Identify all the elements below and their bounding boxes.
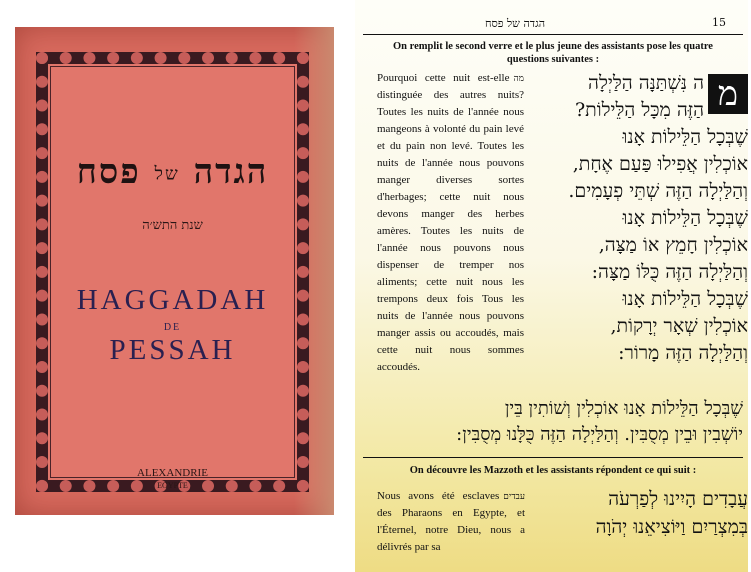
cover-country: EGYPTE (157, 481, 188, 490)
book-cover-photo (15, 27, 334, 515)
hebrew-line: הַזֶּה מִכָּל הַלֵּילוֹת? (575, 99, 704, 121)
cover-hebrew-year: שנת התש׳ה (142, 218, 203, 233)
hebrew-line: שֶׁבְּכָל הַלֵּילוֹת אָנוּ (622, 288, 748, 310)
cover-hebrew-title-word2: של (154, 163, 180, 185)
french-translation (377, 70, 524, 376)
cover-place: ALEXANDRIE (137, 467, 208, 479)
french-translation-2 (377, 488, 525, 556)
hebrew-line: שֶׁבְּכָל הַלֵּילוֹת אָנוּ (622, 126, 748, 148)
cover-floral-frame (36, 52, 309, 492)
section-divider (363, 457, 743, 458)
hebrew-line: אוֹכְלִין חָמֵץ אוֹ מַצָּה, (598, 234, 748, 256)
hebrew-wide-line: יוֹשְׁבִין וּבֵין מְסֻבִּין. וְהַלַּיְלָה הַזֶּה כֻּלָּנוּ מְסֻבִּין: (456, 424, 743, 445)
hebrew-line: ה נִּשְׁתַּנָּה הַלַּיְלָה (588, 72, 704, 94)
hebrew-line: שֶׁבְּכָל הַלֵּילוֹת אָנוּ (622, 207, 748, 229)
hebrew-line: אוֹכְלִין שְׁאָר יְרָקוֹת, (610, 315, 748, 337)
hebrew-column-2 (528, 485, 748, 541)
hebrew-line: אוֹכְלִין אֲפִילוּ פַּעַם אֶחָת, (572, 153, 748, 175)
cover-title-line2: PESSAH (109, 334, 236, 366)
cover-hebrew-title (48, 152, 297, 192)
hebrew-line: עֲבָדִים הָיִינוּ לְפַרְעֹה (608, 488, 748, 510)
hebrew-cue-label: מה (513, 73, 524, 83)
instruction-text: On remplit le second verre et le plus jeune des assistants pose les quatre questions suivantes : (393, 41, 713, 65)
french-paragraph: Pourquoi cette nuit est-elle distinguée des autres nuits? Toutes les nuits de l'année nous mangeons à volonté du pain levé et du pain non levé. Toutes les nuits de l'année nous pouvons manger diverses sortes d'herbages; cette nuit nous devons manger des herbes amères. Toutes les nuits de l'année nous pouvons nous dispenser de tremper nos aliments; cette nuit nous les trempons deux fois Tous les nuits de l'année nous pouvons manger assis ou accoudés, mais cette nuit nous sommes accoudés. (377, 72, 524, 373)
second-instruction-text: On découvre les Mazzoth et les assistants répondent ce qui suit : (409, 465, 697, 476)
hebrew-line: בְּמִצְרַיִם וַיּוֹצִיאֵנוּ יְהֹוָה (595, 516, 748, 538)
hebrew-line: וְהַלַּיְלָה הַזֶּה מָרוֹר: (618, 342, 748, 364)
cover-hebrew-title-word1: הגדה (193, 152, 269, 192)
page-header-hebrew: הגדה של פסח (485, 17, 546, 30)
cover-title-de: DE (163, 322, 182, 333)
haggadah-page (355, 0, 748, 572)
header-divider (363, 34, 743, 35)
french-paragraph-2: Nous avons été esclaves des Pharaons en Egypte, et l'Éternel, notre Dieu, nous a délivrés par sa (377, 490, 525, 553)
decorated-initial: מ (708, 74, 748, 114)
hebrew-column (528, 70, 748, 367)
hebrew-line: וְהַלַּיְלָה הַזֶּה כֻּלּוֹ מַצָּה: (591, 261, 748, 283)
page-number: 15 (712, 16, 726, 29)
cover-title-line1: HAGGADAH (76, 284, 269, 316)
hebrew-wide-block (363, 396, 743, 448)
hebrew-line: וְהַלַּיְלָה הַזֶּה שְׁתֵּי פְעָמִים. (568, 180, 748, 202)
cover-hebrew-title-word3: פסח (76, 152, 141, 192)
hebrew-cue-label-2: עבדים (503, 491, 525, 501)
hebrew-wide-line: שֶׁבְּכָל הַלֵּילוֹת אָנוּ אוֹכְלִין וְשׁוֹתִין בֵּין (504, 398, 743, 419)
